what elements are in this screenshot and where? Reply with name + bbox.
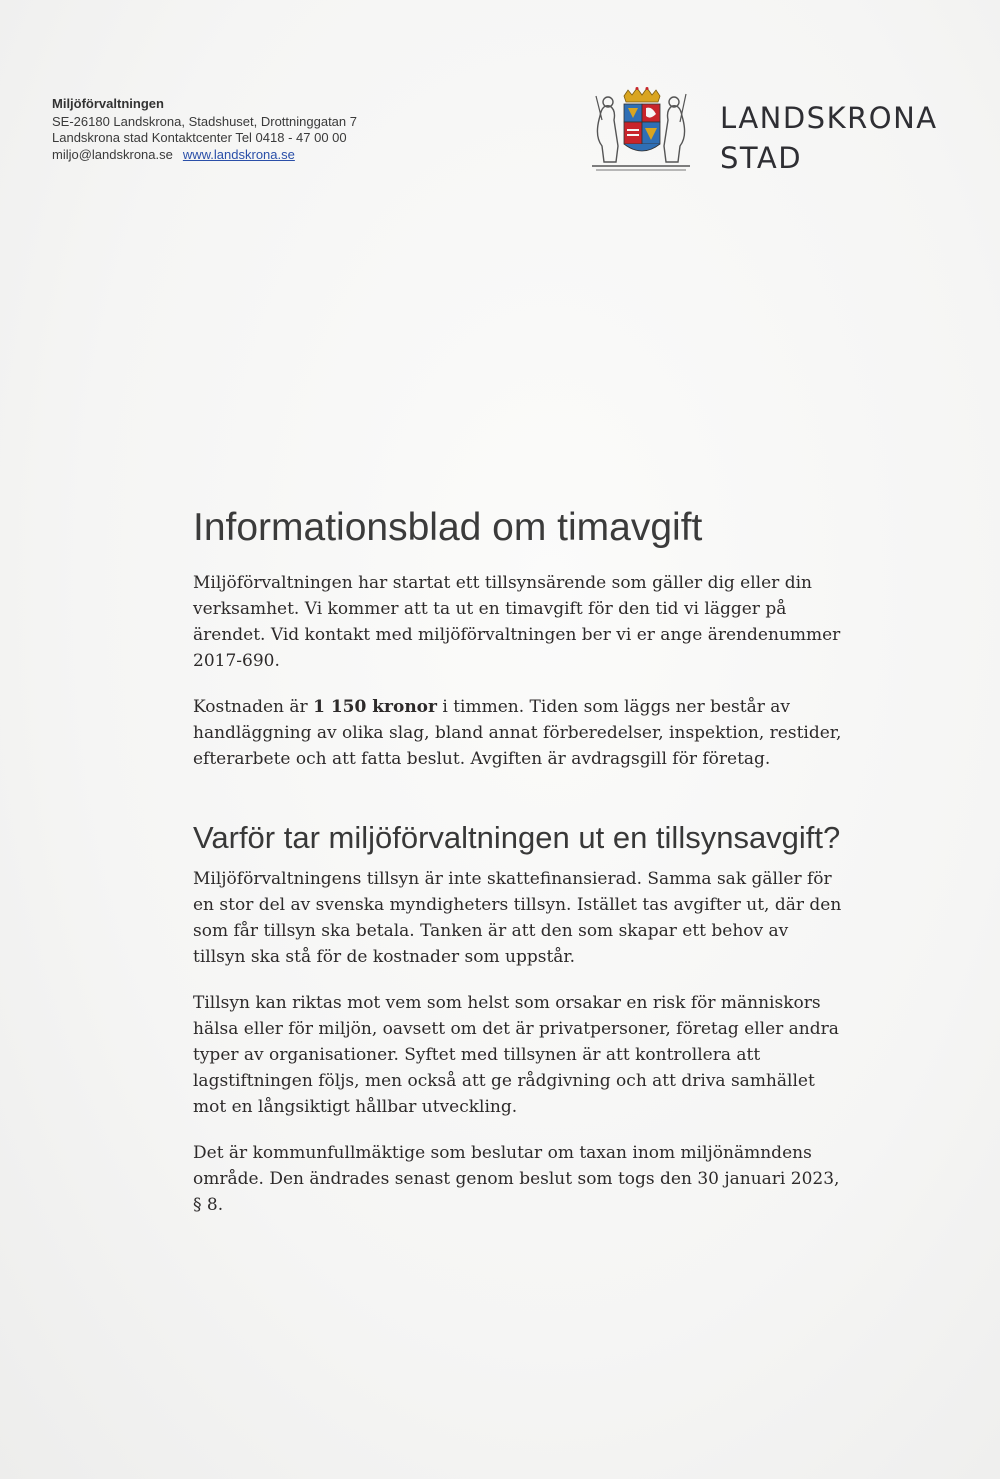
cost-paragraph	[193, 694, 843, 772]
sender-email: miljo@landskrona.se	[52, 146, 173, 162]
section-paragraph-1: Miljöförvaltningens tillsyn är inte skattefinansierad. Samma sak gäller för en stor del av svenska myndigheters tillsyn. Istället tas avgifter ut, där den som får tillsyn ska betala. Tanken är att den som skapar ett behov av tillsyn ska stå för de kostnader som uppstår.	[193, 869, 842, 967]
cost-amount: 1 150 kronor	[313, 697, 437, 717]
sender-email-row	[52, 147, 357, 164]
sender-address: SE-26180 Landskrona, Stadshuset, Drottninggatan 7	[52, 113, 357, 129]
sender-organization: Miljöförvaltningen	[52, 96, 164, 111]
document-body	[193, 500, 853, 1238]
logo-line-2: STAD	[720, 141, 803, 175]
logo-wordmark	[720, 98, 938, 178]
cost-prefix: Kostnaden är	[193, 697, 314, 717]
sender-website-link[interactable]: www.landskrona.se	[182, 146, 295, 162]
section-paragraph-2: Tillsyn kan riktas mot vem som helst som orsakar en risk för människors hälsa eller för miljön, oavsett om det är privatpersoner, företag eller andra typer av organisationer. Syftet med tillsynen är att kontrollera att lagstiftningen följs, men också att ge rådgivning och att driva samhället mot en långsiktigt hållbar utveckling.	[193, 993, 839, 1117]
coat-of-arms-icon	[582, 86, 700, 176]
document-title: Informationsblad om timavgift	[193, 506, 703, 549]
intro-paragraph: Miljöförvaltningen har startat ett tillsynsärende som gäller dig eller din verksamhet. Vi kommer att ta ut en timavgift för den tid vi lägger på ärendet. Vid kontakt med miljöförvaltningen ber vi er ange ärendenummer 2017-690.	[193, 573, 841, 671]
section-paragraph-3: Det är kommunfullmäktige som beslutar om taxan inom miljönämndens område. Den ändrades senast genom beslut som togs den 30 januari 2023, § 8.	[193, 1143, 840, 1215]
section-spacer	[193, 792, 853, 816]
logo-line-1: LANDSKRONA	[720, 101, 938, 135]
section-heading: Varför tar miljöförvaltningen ut en tillsynsavgift?	[193, 820, 841, 855]
landskrona-logo	[580, 86, 950, 176]
sender-block	[52, 96, 357, 163]
sender-contact: Landskrona stad Kontaktcenter Tel 0418 - 47 00 00	[52, 130, 347, 145]
cost-suffix: i timmen. Tiden som läggs ner består av handläggning av olika slag, bland annat förberedelser, inspektion, restider, efterarbete och att fatta beslut. Avgiften är avdragsgill för företag.	[193, 697, 842, 769]
